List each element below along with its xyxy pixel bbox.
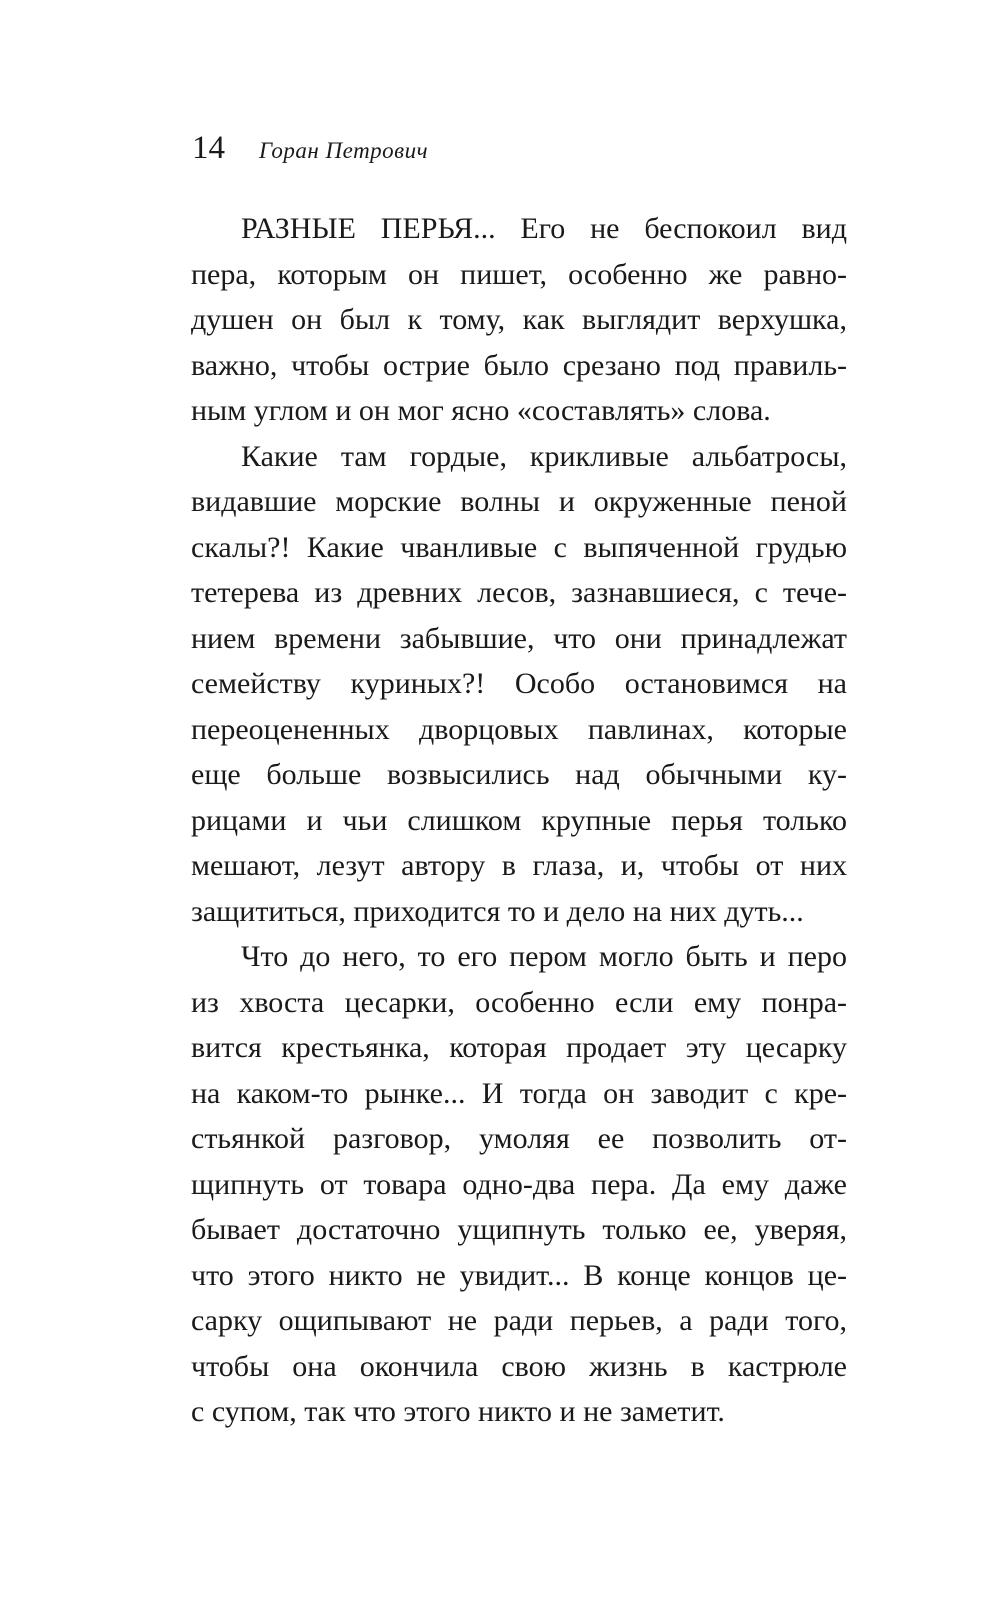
text-line: РАЗНЫЕ ПЕРЬЯ... Его не беспокоил вид bbox=[241, 212, 847, 245]
text-line: Что до него, то его пером могло быть и перо bbox=[241, 940, 847, 973]
paragraph-1 bbox=[191, 206, 847, 434]
text-line: сарку ощипывают не ради перьев, а ради того, bbox=[191, 1304, 847, 1337]
text-line: ным углом и он мог ясно «составлять» слова. bbox=[191, 394, 771, 427]
text-line: нием времени забывшие, что они принадлежат bbox=[191, 621, 847, 655]
text-line: вится крестьянка, которая продает эту цесарку bbox=[191, 1031, 847, 1064]
text-line: скалы?! Какие чванливые с выпяченной грудью bbox=[191, 530, 847, 564]
running-head-author: Горан Петрович bbox=[259, 138, 429, 163]
text-line: защититься, приходится то и дело на них дуть... bbox=[191, 894, 804, 928]
paragraph-2 bbox=[191, 434, 847, 935]
text-line: еще больше возвысились над обычными ку- bbox=[191, 758, 847, 791]
text-line: душен он был к тому, как выглядит верхушка, bbox=[191, 303, 847, 336]
text-line: чтобы она окончила свою жизнь в кастрюле bbox=[191, 1349, 847, 1383]
running-head bbox=[192, 128, 428, 168]
body-text bbox=[191, 206, 847, 1435]
paragraph-3 bbox=[191, 934, 847, 1435]
text-line: важно, чтобы острие было срезано под правиль- bbox=[191, 348, 847, 382]
text-line: переоцененных дворцовых павлинах, которые bbox=[191, 712, 847, 746]
text-line: семейству куриных?! Особо остановимся на bbox=[191, 667, 847, 700]
text-line: с супом, так что этого никто и не заметит. bbox=[191, 1395, 725, 1428]
text-line: что этого никто не увидит... В конце концов це- bbox=[191, 1258, 847, 1292]
text-line: бывает достаточно ущипнуть только ее, уверяя, bbox=[191, 1213, 847, 1246]
text-line: Какие там гордые, крикливые альбатросы, bbox=[241, 439, 847, 473]
text-line: на каком-то рынке... И тогда он заводит с кре- bbox=[191, 1076, 847, 1110]
text-line: тетерева из древних лесов, зазнавшиеся, с тече- bbox=[191, 576, 847, 609]
page-number: 14 bbox=[192, 130, 225, 166]
text-line: пера, которым он пишет, особенно же равно- bbox=[191, 257, 847, 291]
text-line: рицами и чьи слишком крупные перья только bbox=[191, 803, 847, 837]
text-line: щипнуть от товара одно-два пера. Да ему даже bbox=[191, 1167, 847, 1201]
text-line: из хвоста цесарки, особенно если ему понра- bbox=[191, 985, 847, 1019]
text-line: мешают, лезут автору в глаза, и, чтобы от них bbox=[191, 849, 847, 882]
text-line: стьянкой разговор, умоляя ее позволить от- bbox=[191, 1122, 847, 1155]
text-line: видавшие морские волны и окруженные пеной bbox=[191, 485, 847, 518]
